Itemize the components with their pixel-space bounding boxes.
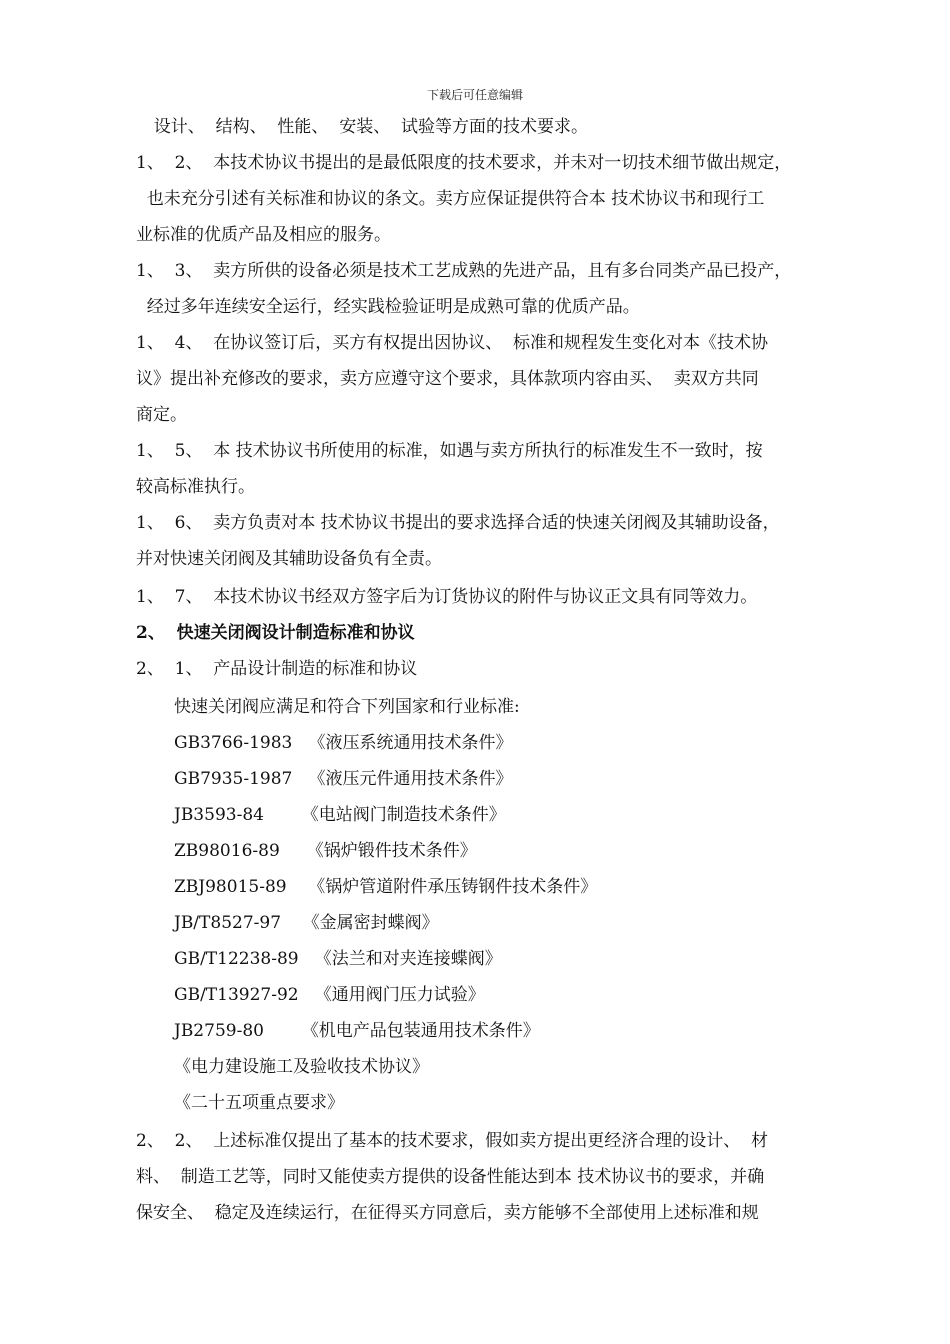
standard-item-4: ZB98016-89 《锅炉锻件技术条件》 — [174, 841, 477, 861]
standard-item-2: GB7935-1987 《液压元件通用技术条件》 — [174, 769, 513, 789]
text-line-8: 议》提出补充修改的要求，卖方应遵守这个要求，具体款项内容由买、 卖双方共同 — [136, 369, 759, 389]
standard-item-10: 《电力建设施工及验收技术协议》 — [174, 1057, 429, 1077]
text-line-3: 也未充分引述有关标准和协议的条文。卖方应保证提供符合本 技术协议书和现行工 — [136, 189, 765, 209]
standard-item-8: GB/T13927-92 《通用阀门压力试验》 — [174, 985, 485, 1005]
standard-item-5: ZBJ98015-89 《锅炉管道附件承压铸钢件技术条件》 — [174, 877, 598, 897]
text-line-14: 1、 7、 本技术协议书经双方签字后为订货协议的附件与协议正文具有同等效力。 — [136, 587, 758, 607]
standard-item-1: GB3766-1983 《液压系统通用技术条件》 — [174, 733, 513, 753]
text-line-6: 经过多年连续安全运行，经实践检验证明是成熟可靠的优质产品。 — [136, 297, 640, 317]
text-line-11: 较高标准执行。 — [136, 477, 255, 497]
text-line-5: 1、 3、 卖方所供的设备必须是技术工艺成熟的先进产品，且有多台同类产品已投产， — [136, 261, 792, 281]
standard-item-6: JB/T8527-97 《金属密封蝶阀》 — [174, 913, 439, 933]
text-line-13: 并对快速关闭阀及其辅助设备负有全责。 — [136, 549, 442, 569]
text-line-2-2a: 2、 2、 上述标准仅提出了基本的技术要求，假如卖方提出更经济合理的设计、 材 — [136, 1131, 769, 1151]
standard-item-9: JB2759-80 《机电产品包装通用技术条件》 — [174, 1021, 540, 1041]
text-line-10: 1、 5、 本 技术协议书所使用的标准，如遇与卖方所执行的标准发生不一致时，按 — [136, 441, 763, 461]
text-line-2: 1、 2、 本技术协议书提出的是最低限度的技术要求，并未对一切技术细节做出规定， — [136, 153, 792, 173]
text-line-1: 设计、 结构、 性能、 安装、 试验等方面的技术要求。 — [143, 117, 589, 137]
standard-item-11: 《二十五项重点要求》 — [174, 1093, 344, 1113]
text-line-9: 商定。 — [136, 405, 187, 425]
standards-intro: 快速关闭阀应满足和符合下列国家和行业标准: — [174, 697, 520, 717]
page-header: 下载后可任意编辑 — [426, 88, 523, 102]
subsection-heading-2-1: 2、 1、 产品设计制造的标准和协议 — [136, 659, 418, 679]
text-line-2-2b: 料、 制造工艺等，同时又能使卖方提供的设备性能达到本 技术协议书的要求，并确 — [136, 1167, 765, 1187]
text-line-7: 1、 4、 在协议签订后，买方有权提出因协议、 标准和规程发生变化对本《技术协 — [136, 333, 769, 353]
standard-item-7: GB/T12238-89 《法兰和对夹连接蝶阀》 — [174, 949, 502, 969]
text-line-12: 1、 6、 卖方负责对本 技术协议书提出的要求选择合适的快速关闭阀及其辅助设备， — [136, 513, 780, 533]
section-heading-2: 2、 快速关闭阀设计制造标准和协议 — [136, 623, 415, 643]
standard-item-3: JB3593-84 《电站阀门制造技术条件》 — [174, 805, 506, 825]
text-line-2-2c: 保安全、 稳定及连续运行，在征得买方同意后，卖方能够不全部使用上述标准和规 — [136, 1203, 759, 1223]
text-line-4: 业标准的优质产品及相应的服务。 — [136, 225, 391, 245]
